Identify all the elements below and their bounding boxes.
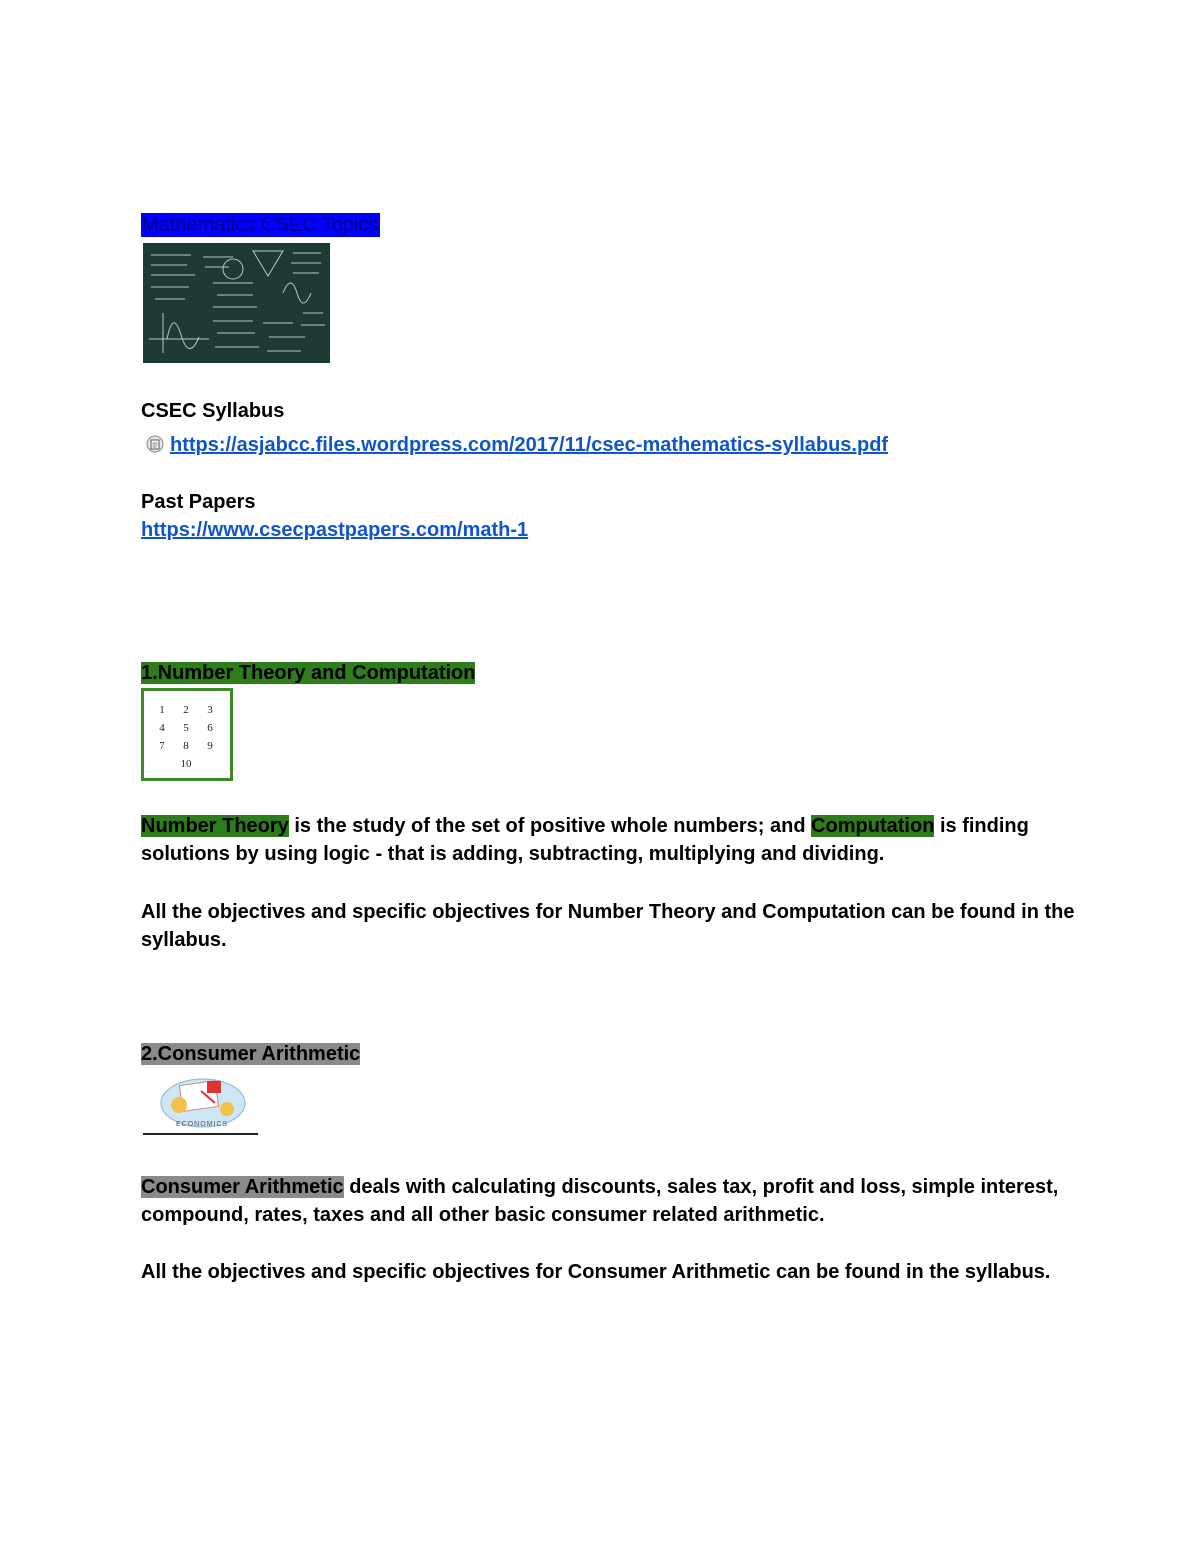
number-10: 10: [180, 758, 192, 770]
section-2-heading: 2.Consumer Arithmetic: [141, 1043, 361, 1065]
page-title: Mathematics CSEC Topics: [142, 214, 379, 236]
section-1-heading: 1.Number Theory and Computation: [141, 662, 476, 684]
syllabus-heading: CSEC Syllabus: [141, 400, 285, 422]
number-5: 5: [183, 722, 189, 734]
economics-image: [143, 1075, 258, 1137]
number-9: 9: [207, 740, 213, 752]
term-consumer-arithmetic: Consumer Arithmetic: [141, 1176, 344, 1198]
section-2-objectives: All the objectives and specific objectives for Consumer Arithmetic can be found in the syllabus.: [141, 1261, 1051, 1283]
section-1-definition: Number Theory is the study of the set of positive whole numbers; and Computation is finding solutions by using logic - that is adding, subtracting, multiplying and dividing.: [141, 815, 1029, 865]
pdf-file-icon: [145, 434, 165, 454]
number-6: 6: [207, 722, 213, 734]
section-2-definition: Consumer Arithmetic deals with calculating discounts, sales tax, profit and loss, simple interest, compound, rates, taxes and all other basic consumer related arithmetic.: [141, 1176, 1059, 1226]
number-7: 7: [159, 740, 165, 752]
past-papers-link[interactable]: https://www.csecpastpapers.com/math-1: [141, 519, 529, 541]
past-papers-heading: Past Papers: [141, 491, 256, 513]
number-2: 2: [183, 704, 189, 716]
term-computation: Computation: [811, 815, 935, 837]
number-8: 8: [183, 740, 189, 752]
number-1: 1: [159, 704, 165, 716]
number-3: 3: [207, 704, 213, 716]
chalkboard-image: [143, 243, 330, 363]
number-4: 4: [159, 722, 165, 734]
syllabus-link[interactable]: https://asjabcc.files.wordpress.com/2017/11/csec-mathematics-syllabus.pdf: [170, 434, 889, 456]
section-1-objectives: All the objectives and specific objectives for Number Theory and Computation can be found in the syllabus.: [141, 901, 1075, 951]
numbers-image: [141, 688, 233, 781]
term-number-theory: Number Theory: [141, 815, 289, 837]
economics-caption: ECONOMICS: [176, 1121, 229, 1128]
